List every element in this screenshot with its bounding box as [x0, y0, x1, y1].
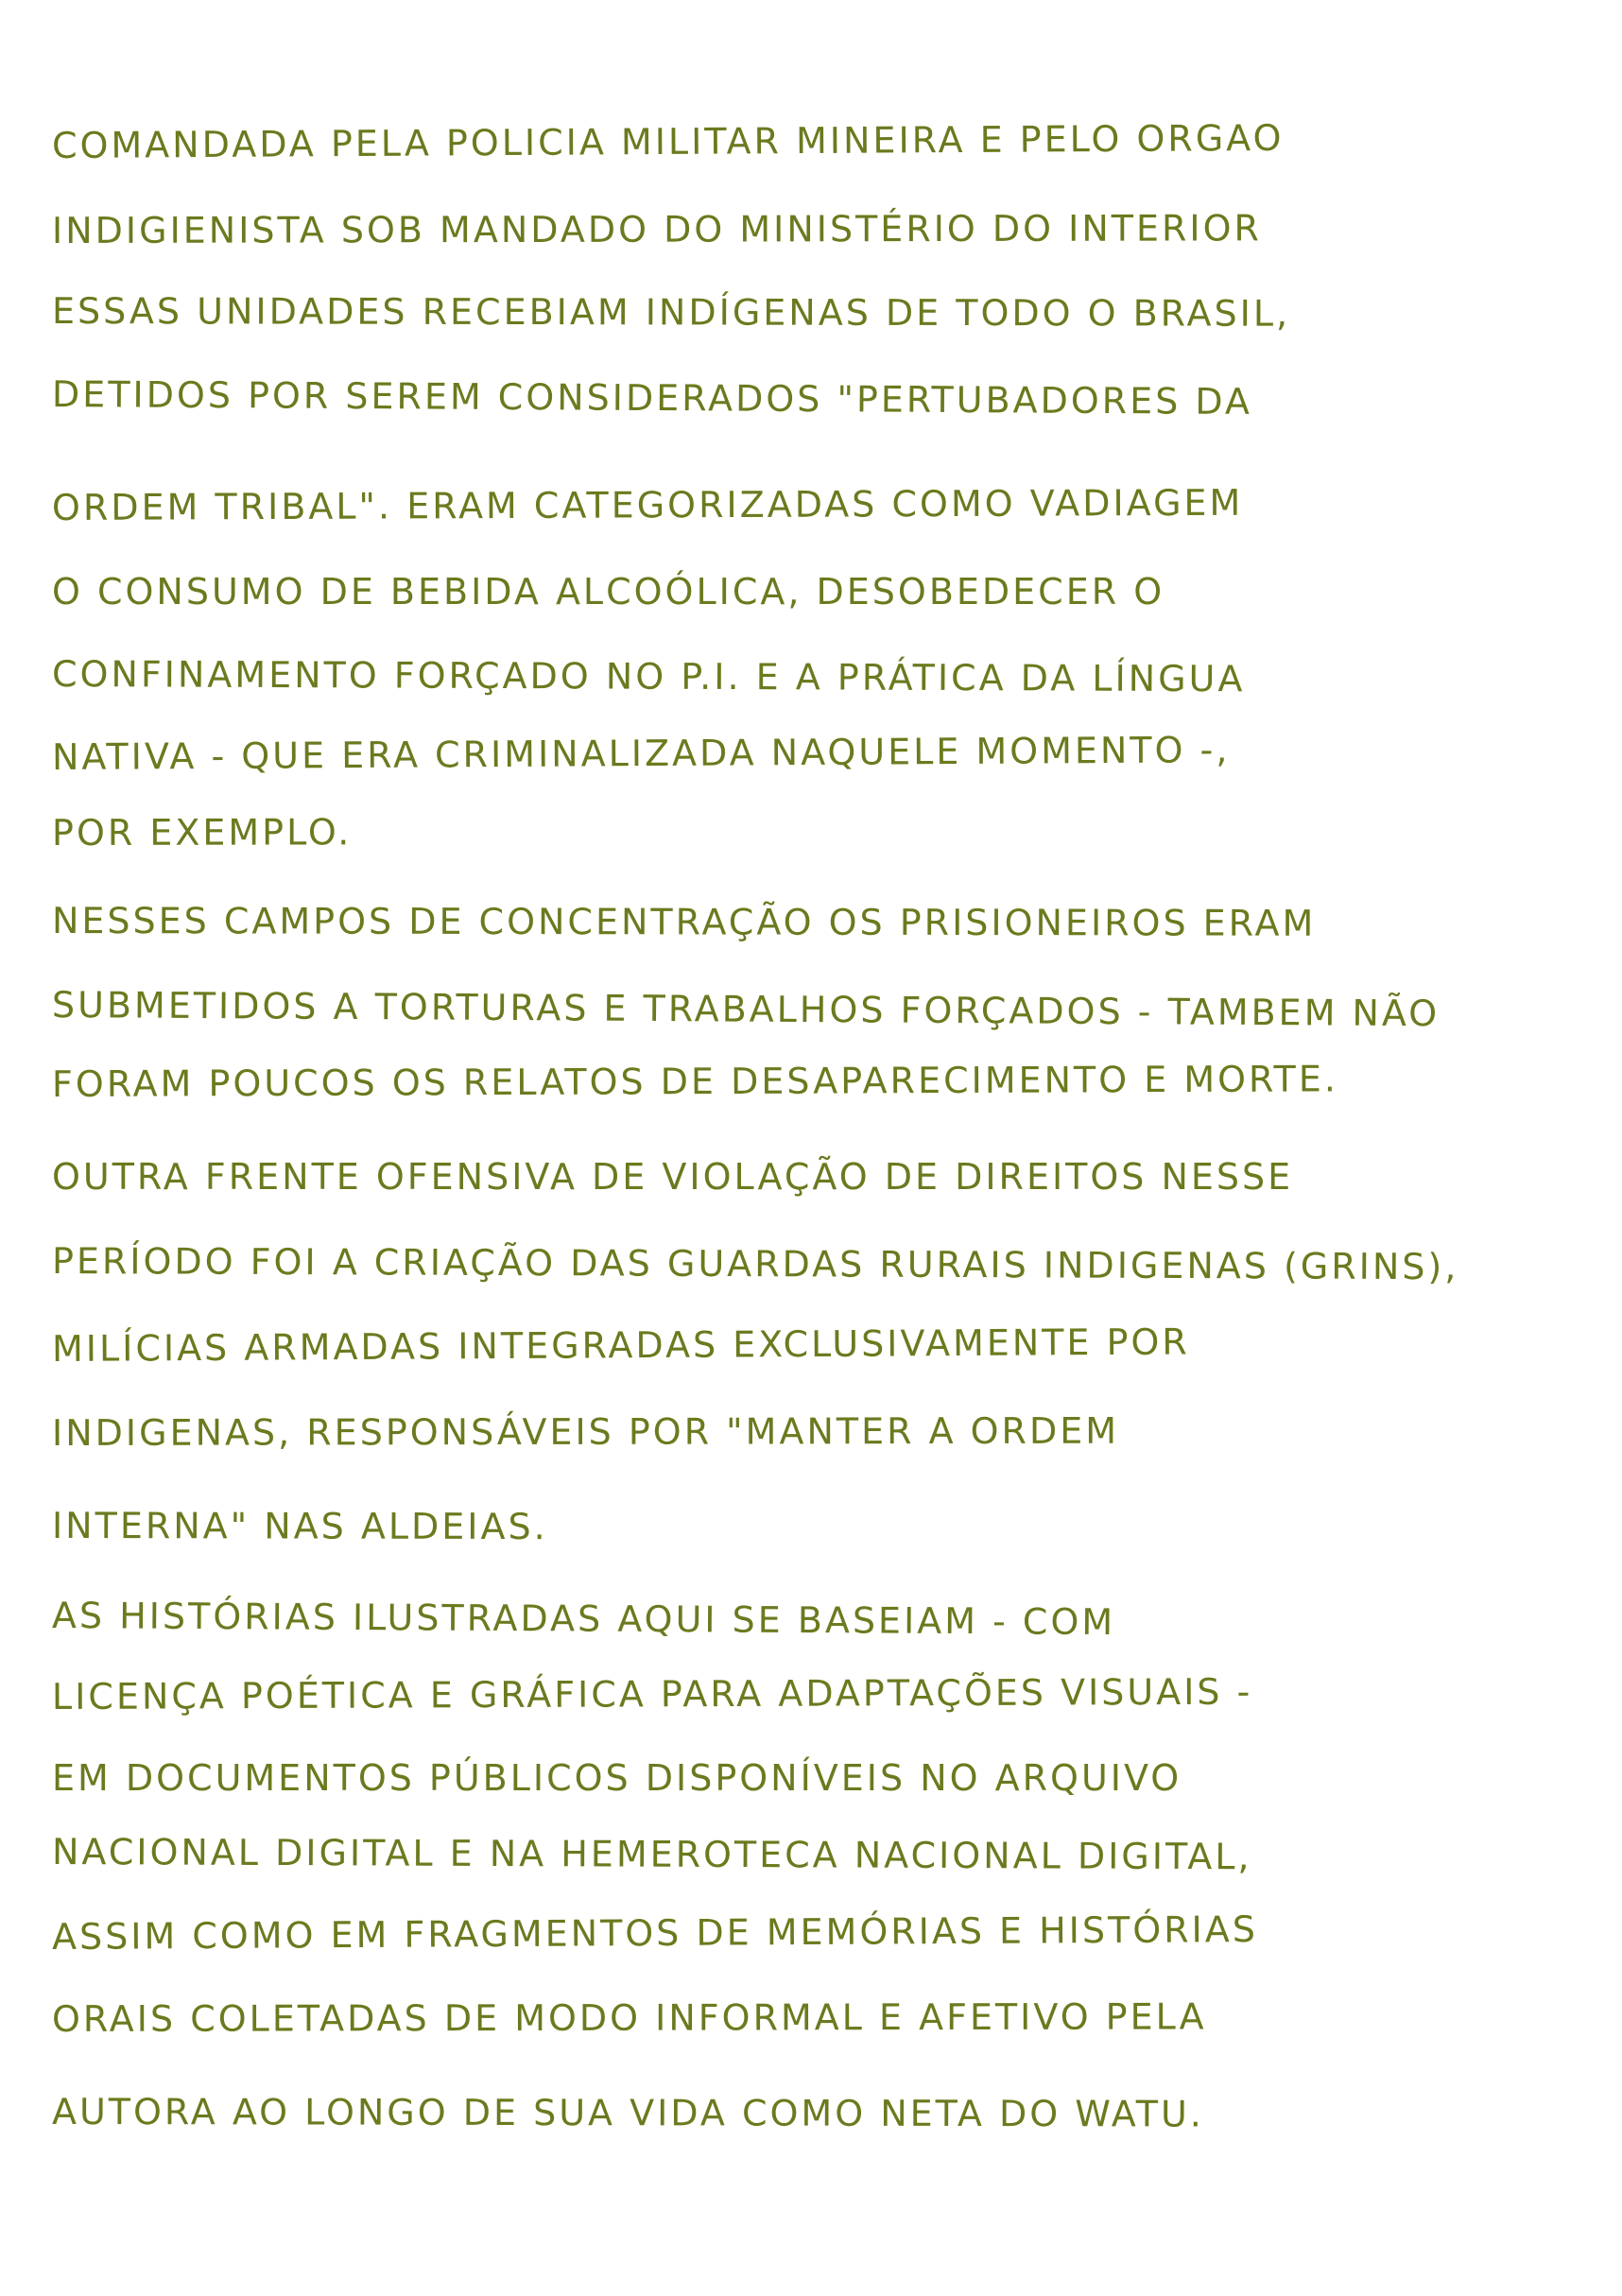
text-line-4: DETIDOS POR SEREM CONSIDERADOS "PERTUBADORES DA — [51, 373, 1253, 423]
text-line-19: LICENÇA POÉTICA E GRÁFICA PARA ADAPTAÇÕES VISUAIS - — [51, 1670, 1253, 1718]
text-line-21: NACIONAL DIGITAL E NA HEMEROTECA NACIONAL DIGITAL, — [51, 1831, 1252, 1878]
text-line-11: SUBMETIDOS A TORTURAS E TRABALHOS FORÇADOS - TAMBEM NÃO — [51, 984, 1441, 1035]
text-line-8: NATIVA - QUE ERA CRIMINALIZADA NAQUELE MOMENTO -, — [51, 729, 1231, 778]
text-line-12: FORAM POUCOS OS RELATOS DE DESAPARECIMENTO E MORTE. — [51, 1058, 1339, 1105]
text-line-2: INDIGIENISTA SOB MANDADO DO MINISTÉRIO DO INTERIOR — [51, 207, 1262, 251]
text-line-23: ORAIS COLETADAS DE MODO INFORMAL E AFETIVO PELA — [51, 1995, 1207, 2040]
text-line-24: AUTORA AO LONGO DE SUA VIDA COMO NETA DO WATU. — [51, 2091, 1204, 2135]
text-line-6: O CONSUMO DE BEBIDA ALCOÓLICA, DESOBEDECER O — [52, 571, 1165, 613]
text-line-1: COMANDADA PELA POLICIA MILITAR MINEIRA E PELO ORGAO — [51, 116, 1285, 166]
text-line-10: NESSES CAMPOS DE CONCENTRAÇÃO OS PRISIONEIROS ERAM — [51, 900, 1317, 944]
text-line-22: ASSIM COMO EM FRAGMENTOS DE MEMÓRIAS E HISTÓRIAS — [51, 1908, 1259, 1958]
text-line-15: MILÍCIAS ARMADAS INTEGRADAS EXCLUSIVAMENTE POR — [51, 1321, 1190, 1370]
text-line-13: OUTRA FRENTE OFENSIVA DE VIOLAÇÃO DE DIREITOS NESSE — [52, 1156, 1294, 1198]
text-line-20: EM DOCUMENTOS PÚBLICOS DISPONÍVEIS NO ARQUIVO — [52, 1757, 1182, 1799]
text-line-18: AS HISTÓRIAS ILUSTRADAS AQUI SE BASEIAM - COM — [51, 1595, 1116, 1644]
text-line-17: INTERNA" NAS ALDEIAS. — [51, 1505, 548, 1548]
text-line-14: PERÍODO FOI A CRIAÇÃO DAS GUARDAS RURAIS INDIGENAS (GRINS), — [51, 1240, 1459, 1288]
text-line-7: CONFINAMENTO FORÇADO NO P.I. E A PRÁTICA DA LÍNGUA — [51, 653, 1246, 700]
text-line-9: POR EXEMPLO. — [51, 811, 353, 854]
text-line-16: INDIGENAS, RESPONSÁVEIS POR "MANTER A ORDEM — [51, 1409, 1120, 1454]
text-line-3: ESSAS UNIDADES RECEBIAM INDÍGENAS DE TODO O BRASIL, — [51, 290, 1291, 335]
text-line-5: ORDEM TRIBAL". ERAM CATEGORIZADAS COMO VADIAGEM — [51, 481, 1244, 528]
